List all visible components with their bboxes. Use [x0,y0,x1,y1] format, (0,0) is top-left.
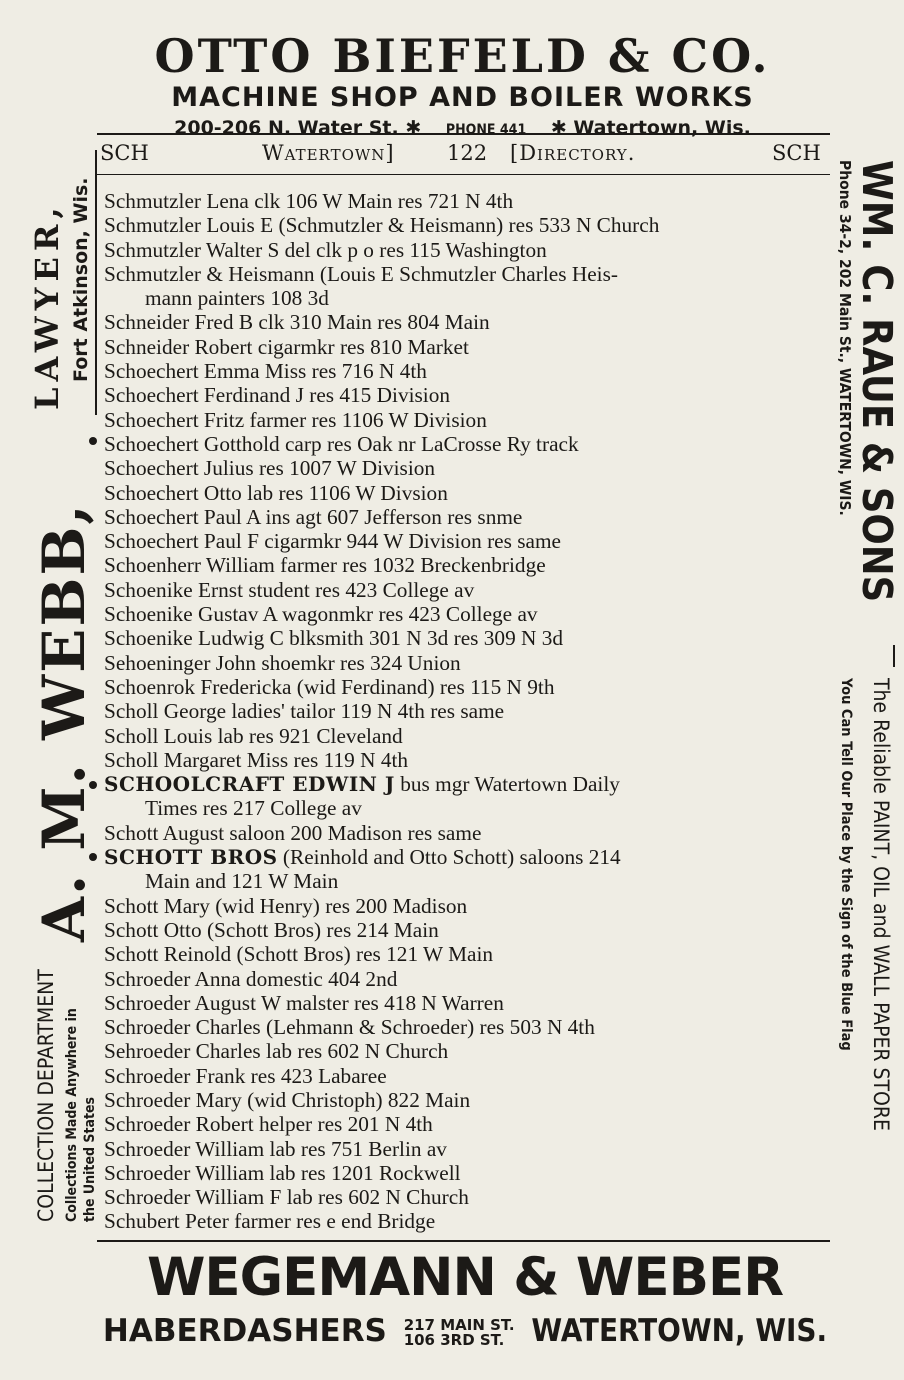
entry-text: Schroeder William lab res 751 Berlin av [104,1136,447,1161]
entry-text: Schroeder August W malster res 418 N Warren [104,990,504,1015]
bottom-ad-addresses [403,1315,515,1349]
directory-entry [104,505,832,529]
directory-entry [104,772,832,796]
entry-text: Schoenherr William farmer res 1032 Breckenbridge [104,553,546,578]
directory-entry [104,481,832,505]
directory-entry [104,456,832,480]
entry-text: Schoenrok Fredericka (wid Ferdinand) res 115 N 9th [104,674,555,699]
entry-text: Schoechert Gotthold carp res Oak nr LaCrosse Ry track [104,431,579,456]
entry-text: Schneider Fred B clk 310 Main res 804 Main [104,310,490,335]
directory-entry [104,335,832,359]
star-icon: ✱ [405,117,428,139]
directory-entry [104,942,832,966]
directory-entry [104,1112,832,1136]
entry-text: bus mgr Watertown Daily [394,772,620,797]
top-divider [97,133,830,135]
entry-text: Schoenike Gustav A wagonmkr res 423 College av [104,602,538,627]
directory-entry [104,213,832,237]
bottom-ad-details [100,1309,830,1353]
entry-text: Schroeder William lab res 1201 Rockwell [104,1160,461,1185]
directory-entry [104,553,832,577]
directory-entry [104,724,832,748]
top-ad-address: 200-206 N. Water St. [174,117,399,139]
directory-entry [104,408,832,432]
directory-entry [104,845,832,869]
entry-text: mann painters 108 3d [145,286,329,311]
directory-entry [104,262,832,286]
directory-entry-continuation [104,286,832,310]
bottom-ad-trade: HABERDASHERS [102,1313,387,1349]
entry-text: Schroeder Frank res 423 Labaree [104,1063,387,1088]
entry-text: Schoechert Ferdinand J res 415 Division [104,383,451,408]
top-ad-contact [95,114,830,144]
right-ad-store: The Reliable PAINT, OIL and WALL PAPER STORE [869,678,893,1131]
bottom-advertisement [100,1247,830,1353]
left-ad-rule [95,150,97,415]
directory-entry [104,748,832,772]
directory-entry [104,238,832,262]
entry-text: Scholl Margaret Miss res 119 N 4th [104,747,409,772]
right-ad-slogan: You Can Tell Our Place by the Sign of the Blue Flag [838,678,854,1051]
entry-text: Schroeder Anna domestic 404 2nd [104,966,398,991]
page-number: 122 [447,141,488,165]
entry-text: (Reinhold and Otto Schott) saloons 214 [277,845,621,870]
directory-entry [104,651,832,675]
directory-entry [104,894,832,918]
entry-text: Schoechert Fritz farmer res 1106 W Division [104,407,487,432]
entry-text: Times res 217 College av [145,796,362,821]
entry-text: Schoenike Ernst student res 423 College av [104,577,475,602]
entry-text: Schott Reinold (Schott Bros) res 121 W Main [104,942,494,967]
header-right-key: SCH [772,141,821,165]
entry-text: Schott Otto (Schott Bros) res 214 Main [104,917,439,942]
bottom-ad-address-1: 217 MAIN ST. [403,1315,515,1334]
page-header [100,141,827,171]
entry-text: Schmutzler Lena clk 106 W Main res 721 N 4th [104,189,514,213]
directory-entry [104,1161,832,1185]
header-city: Watertown] [262,141,395,165]
entry-text: Schoechert Paul F cigarmkr 944 W Division res same [104,529,562,554]
directory-entry [104,918,832,942]
directory-entry [104,310,832,334]
entry-text: Schoechert Paul A ins agt 607 Jefferson res snme [104,504,523,529]
bottom-ad-address-2: 106 3RD ST. [403,1330,505,1349]
header-book: [Directory. [510,141,636,165]
entry-text: Schoechert Julius res 1007 W Division [104,456,436,481]
entry-text: Schroeder Charles (Lehmann & Schroeder) res 503 N 4th [104,1015,595,1040]
entry-text: Sehroeder Charles lab res 602 N Church [104,1039,449,1064]
directory-entry [104,359,832,383]
directory-entry [104,189,832,213]
directory-entry [104,529,832,553]
bottom-ad-city: WATERTOWN, WIS. [531,1313,828,1349]
directory-entries [104,189,832,1234]
entry-text: Schroeder Robert helper res 201 N 4th [104,1112,433,1137]
right-ad-rule [893,645,895,667]
left-ad-collections-line2: the United States [82,1096,98,1222]
bullet-icon [89,437,97,445]
entry-text: Schroeder Mary (wid Christoph) 822 Main [104,1087,471,1112]
directory-entry [104,1064,832,1088]
directory-entry [104,1137,832,1161]
left-ad-name: A. M. WEBB, [30,502,98,942]
bottom-ad-company-name: WEGEMANN & WEBER [146,1247,784,1308]
directory-entry [104,821,832,845]
directory-entry [104,432,832,456]
entry-text: Scholl George ladies' tailor 119 N 4th res same [104,699,505,724]
entry-text: Schott August saloon 200 Madison res same [104,820,482,845]
entry-text: Sehoeninger John shoemkr res 324 Union [104,650,461,675]
directory-entry [104,626,832,650]
directory-entry [104,602,832,626]
entry-text: Schoechert Otto lab res 1106 W Divsion [104,480,448,505]
directory-entry [104,1209,832,1233]
directory-entry [104,1185,832,1209]
entry-text: Main and 121 W Main [145,869,339,894]
entry-bold-name: SCHOOLCRAFT EDWIN J [104,772,395,797]
top-ad-company-name: OTTO BIEFELD & CO. [154,29,771,83]
directory-entry [104,1039,832,1063]
directory-entry [104,383,832,407]
header-left-key: SCH [100,141,149,165]
right-ad-name: WM. C. RAUE & SONS [853,160,901,603]
entry-text: Schott Mary (wid Henry) res 200 Madison [104,893,468,918]
directory-entry [104,967,832,991]
right-ad-address: Phone 34-2, 202 Main St., WATERTOWN, WIS. [836,160,854,516]
entry-text: Schoechert Emma Miss res 716 N 4th [104,359,427,384]
directory-entry [104,578,832,602]
entry-text: Schubert Peter farmer res e end Bridge [104,1209,436,1234]
directory-entry-continuation [104,796,832,820]
directory-entry [104,1015,832,1039]
directory-entry [104,699,832,723]
left-ad-collections-line1: Collections Made Anywhere in [64,1008,80,1222]
left-ad-city: Fort Atkinson, Wis. [70,177,92,382]
entry-text: Schneider Robert cigarmkr res 810 Market [104,334,469,359]
top-advertisement [95,30,830,144]
directory-entry-continuation [104,869,832,893]
entry-text: Schroeder William F lab res 602 N Church [104,1185,469,1210]
entry-text: Schoenike Ludwig C blksmith 301 N 3d res 309 N 3d [104,626,564,651]
directory-entry [104,991,832,1015]
entry-text: Schmutzler Louis E (Schmutzler & Heismann) res 533 N Church [104,213,660,238]
header-divider [97,174,830,175]
directory-entry [104,675,832,699]
bottom-divider [97,1240,830,1242]
left-ad-title: LAWYER, [28,201,66,410]
entry-bold-name: SCHOTT BROS [104,845,278,870]
entry-text: Scholl Louis lab res 921 Cleveland [104,723,403,748]
star-icon: ✱ [550,117,574,139]
top-ad-phone: PHONE 441 [445,122,527,138]
top-ad-city: Watertown, Wis. [573,117,751,139]
top-ad-tagline: MACHINE SHOP AND BOILER WORKS [171,82,754,113]
directory-entry [104,1088,832,1112]
left-ad-department: COLLECTION DEPARTMENT [34,969,58,1222]
entry-text: Schmutzler & Heismann (Louis E Schmutzler Charles Heis- [104,261,618,286]
entry-text: Schmutzler Walter S del clk p o res 115 Washington [104,237,547,262]
